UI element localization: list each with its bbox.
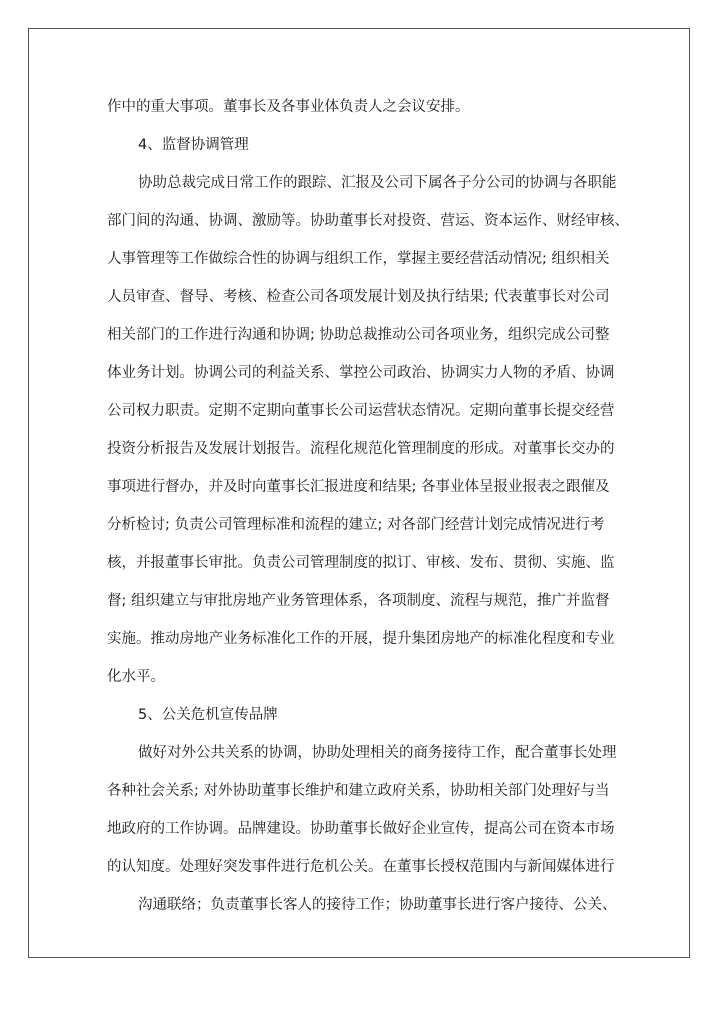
body-line: 分析检讨; 负责公司管理标准和流程的建立; 对各部门经营计划完成情况进行考	[107, 517, 605, 533]
body-line: 部门间的沟通、协调、激励等。协助董事长对投资、营运、资本运作、财经审核、	[107, 213, 629, 229]
section-heading: 5、公关危机宣传品牌	[138, 707, 278, 723]
body-line: 协助总裁完成日常工作的跟踪、汇报及公司下属各子分公司的协调与各职能	[138, 175, 617, 191]
body-line: 核，并报董事长审批。负责公司管理制度的拟订、审核、发布、贯彻、实施、监	[107, 555, 615, 571]
body-line: 公司权力职责。定期不定期向董事长公司运营状态情况。定期向董事长提交经营	[107, 403, 615, 419]
body-line: 化水平。	[107, 669, 165, 685]
body-line: 投资分析报告及发展计划报告。流程化规范化管理制度的形成。对董事长交办的	[107, 441, 615, 457]
body-line: 相关部门的工作进行沟通和协调; 协助总裁推动公司各项业务，组织完成公司整	[107, 327, 610, 343]
body-line: 体业务计划。协调公司的利益关系、掌控公司政治、协调实力人物的矛盾、协调	[107, 365, 615, 381]
body-line: 各种社会关系; 对外协助董事长维护和建立政府关系，协助相关部门处理好与当	[107, 783, 610, 799]
body-line: 人员审查、督导、考核、检查公司各项发展计划及执行结果; 代表董事长对公司	[107, 289, 610, 305]
body-line: 的认知度。处理好突发事件进行危机公关。在董事长授权范围内与新闻媒体进行	[107, 859, 615, 875]
body-line: 地政府的工作协调。品牌建设。协助董事长做好企业宣传，提高公司在资本市场	[107, 821, 615, 837]
body-line: 督; 组织建立与审批房地产业务管理体系，各项制度、流程与规范，推广并监督	[107, 593, 610, 609]
section-heading: 4、监督协调管理	[138, 137, 249, 153]
document-body	[107, 92, 629, 928]
body-line: 沟通联络；负责董事长客人的接待工作；协助董事长进行客户接待、公关、	[138, 897, 617, 913]
body-line: 做好对外公共关系的协调，协助处理相关的商务接待工作，配合董事长处理	[138, 745, 617, 761]
body-line: 实施。推动房地产业务标准化工作的开展，提升集团房地产的标准化程度和专业	[107, 631, 615, 647]
body-line: 事项进行督办，并及时向董事长汇报进度和结果; 各事业体呈报业报表之跟催及	[107, 479, 610, 495]
body-line: 人事管理等工作做综合性的协调与组织工作，掌握主要经营活动情况; 组织相关	[107, 251, 610, 267]
body-line: 作中的重大事项。董事长及各事业体负责人之会议安排。	[107, 99, 470, 115]
